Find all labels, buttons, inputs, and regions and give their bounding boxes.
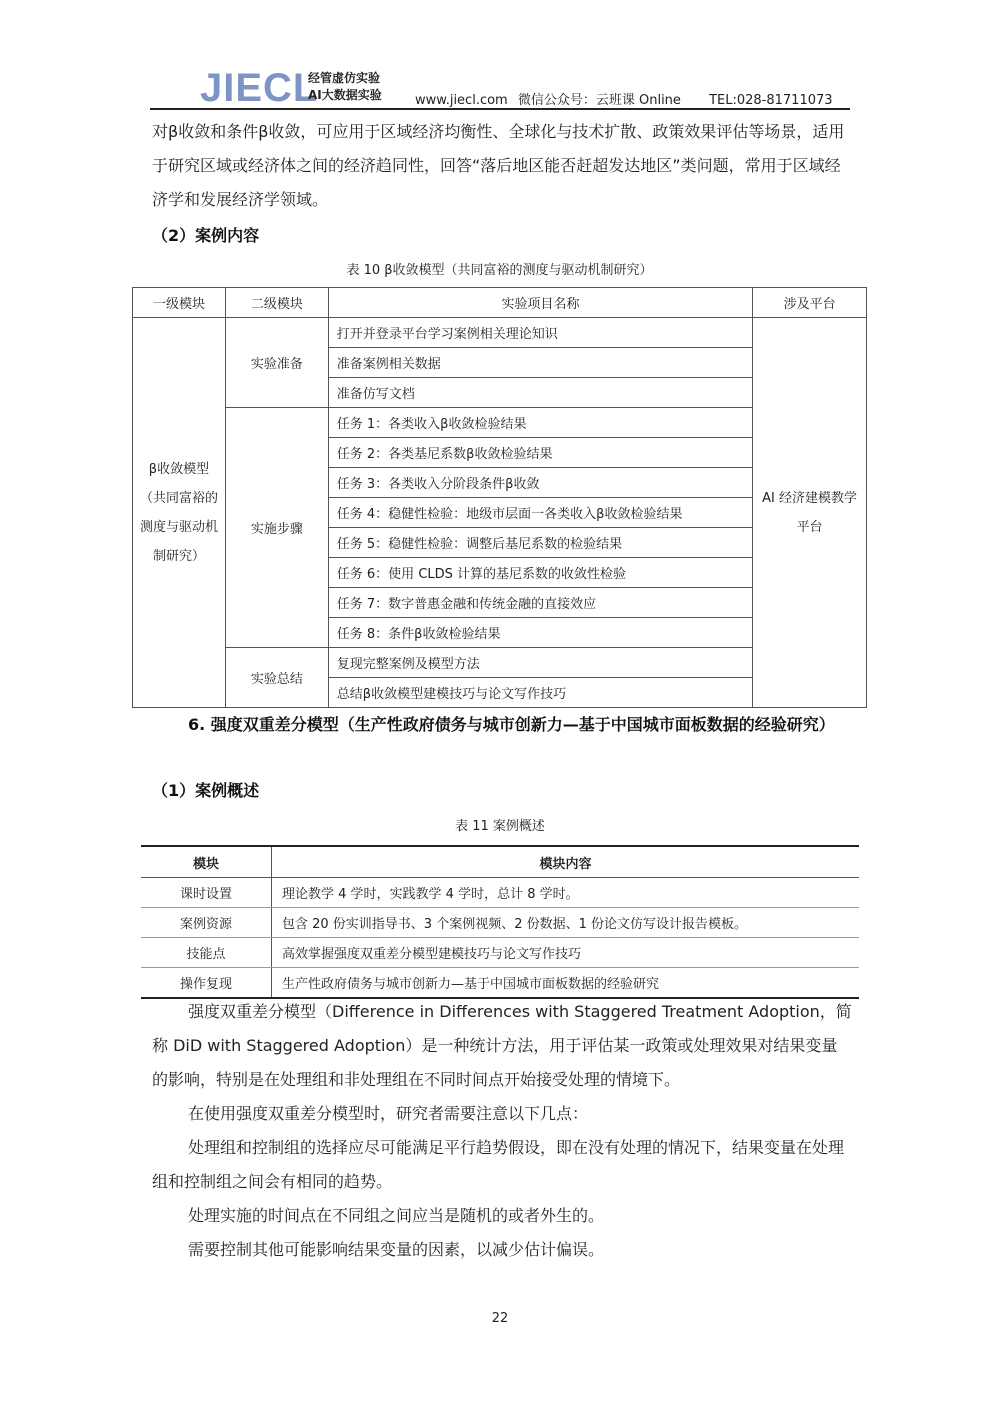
table-row <box>141 878 859 908</box>
body-paragraph: 在使用强度双重差分模型时，研究者需要注意以下几点： <box>188 1104 589 1123</box>
table-row <box>141 938 859 968</box>
table10-level2-cell: 实验准备 <box>225 318 328 408</box>
body-paragraph: 处理实施的时间点在不同组之间应当是随机的或者外生的。 <box>188 1206 605 1225</box>
header-rule <box>150 108 850 110</box>
logo-subtitle-line-1: 经管虚仿实验 <box>308 71 381 85</box>
table11-module-cell: 案例资源 <box>141 908 272 938</box>
table11-content-cell: 包含 20 份实训指导书、3 个案例视频、2 份数据、1 份论文仿写设计报告模板。 <box>272 908 860 938</box>
body-text <box>152 995 852 1267</box>
table10-item-cell: 任务 8：条件β收敛检验结果 <box>328 618 752 648</box>
logo-subtitle-line-2: AI大数据实验 <box>308 88 382 102</box>
header-website: www.jiecl.com <box>415 93 508 108</box>
body-paragraph: 需要控制其他可能影响结果变量的因素，以减少估计偏误。 <box>188 1240 605 1259</box>
intro-paragraph <box>152 115 852 217</box>
table11-content-cell: 高效掌握强度双重差分模型建模技巧与论文写作技巧 <box>272 938 860 968</box>
table10-item-cell: 任务 4：稳健性检验：地级市层面一各类收入β收敛检验结果 <box>328 498 752 528</box>
table10-item-cell: 任务 5：稳健性检验：调整后基尼系数的检验结果 <box>328 528 752 558</box>
table10-caption: 表 10 β收敛模型（共同富裕的测度与驱动机制研究） <box>346 263 653 278</box>
logo-subtitle <box>308 70 382 104</box>
table11-content-cell: 理论教学 4 学时，实践教学 4 学时，总计 8 学时。 <box>272 878 860 908</box>
section-case-content-heading: （2）案例内容 <box>152 226 260 245</box>
table10-item-cell: 任务 1：各类收入β收敛检验结果 <box>328 408 752 438</box>
table10-level2-cell: 实施步骤 <box>225 408 328 648</box>
jiecl-logo: JIECL <box>200 66 319 110</box>
table11-module-cell: 课时设置 <box>141 878 272 908</box>
table10-header-cell: 实验项目名称 <box>328 288 752 318</box>
table-row <box>141 968 859 999</box>
table10-item-cell: 任务 7：数字普惠金融和传统金融的直接效应 <box>328 588 752 618</box>
body-paragraph: 处理组和控制组的选择应尽可能满足平行趋势假设，即在没有处理的情况下，结果变量在处理组和控制组之间会有相同的趋势。 <box>152 1138 845 1191</box>
table11-content-cell: 生产性政府债务与城市创新力—基于中国城市面板数据的经验研究 <box>282 977 660 992</box>
section-case-overview-heading: （1）案例概述 <box>152 781 260 800</box>
table10-item-cell: 任务 6：使用 CLDS 计算的基尼系数的收敛性检验 <box>328 558 752 588</box>
table-row <box>133 318 867 348</box>
table10-header-row <box>133 288 867 318</box>
section6-title <box>152 708 852 742</box>
header-wechat: 微信公众号：云班课 Online <box>517 93 681 108</box>
header-tel: TEL:028-81711073 <box>709 93 833 108</box>
table11-header-cell: 模块内容 <box>272 846 860 878</box>
page-number: 22 <box>491 1311 509 1326</box>
table10-platform-cell: AI 经济建模教学平台 <box>753 318 867 708</box>
body-paragraph: 强度双重差分模型（Difference in Differences with Staggered Treatment Adoption，简称 DiD with Staggered Adoption）是一种统计方法，用于评估某一政策或处理效果对结果变量的影响，特别是在处理组和非处理组在不同时间点开始接受处理的情境下。 <box>152 1002 852 1089</box>
table10-item-cell: 准备案例相关数据 <box>328 348 752 378</box>
table10-item-cell: 任务 2：各类基尼系数β收敛检验结果 <box>328 438 752 468</box>
table10-item-cell: 总结β收敛模型建模技巧与论文写作技巧 <box>328 678 752 708</box>
table11-header-cell: 模块 <box>141 846 272 878</box>
table11-header-row <box>141 846 859 878</box>
table10 <box>132 287 867 708</box>
table10-item-cell: 复现完整案例及模型方法 <box>328 648 752 678</box>
table11-module-cell: 操作复现 <box>141 968 272 999</box>
table11-module-cell: 技能点 <box>141 938 272 968</box>
table11-caption: 表 11 案例概述 <box>455 819 545 834</box>
table10-level1-cell: β收敛模型（共同富裕的测度与驱动机制研究） <box>133 318 226 708</box>
table-row <box>141 908 859 938</box>
table10-header-cell: 一级模块 <box>133 288 226 318</box>
table11 <box>141 845 859 999</box>
table10-item-cell: 打开并登录平台学习案例相关理论知识 <box>328 318 752 348</box>
section6-title-text: 6. 强度双重差分模型（生产性政府债务与城市创新力—基于中国城市面板数据的经验研究） <box>188 715 835 734</box>
table10-header-cell: 涉及平台 <box>753 288 867 318</box>
table10-header-cell: 二级模块 <box>225 288 328 318</box>
intro-text: 对β收敛和条件β收敛，可应用于区域经济均衡性、全球化与技术扩散、政策效果评估等场景，适用于研究区域或经济体之间的经济趋同性，回答“落后地区能否赶超发达地区”类问题，常用于区域经济学和发展经济学领域。 <box>152 122 845 209</box>
header-contact <box>415 89 839 108</box>
table10-item-cell: 准备仿写文档 <box>328 378 752 408</box>
table10-item-cell: 任务 3：各类收入分阶段条件β收敛 <box>328 468 752 498</box>
table10-level2-cell: 实验总结 <box>225 648 328 708</box>
